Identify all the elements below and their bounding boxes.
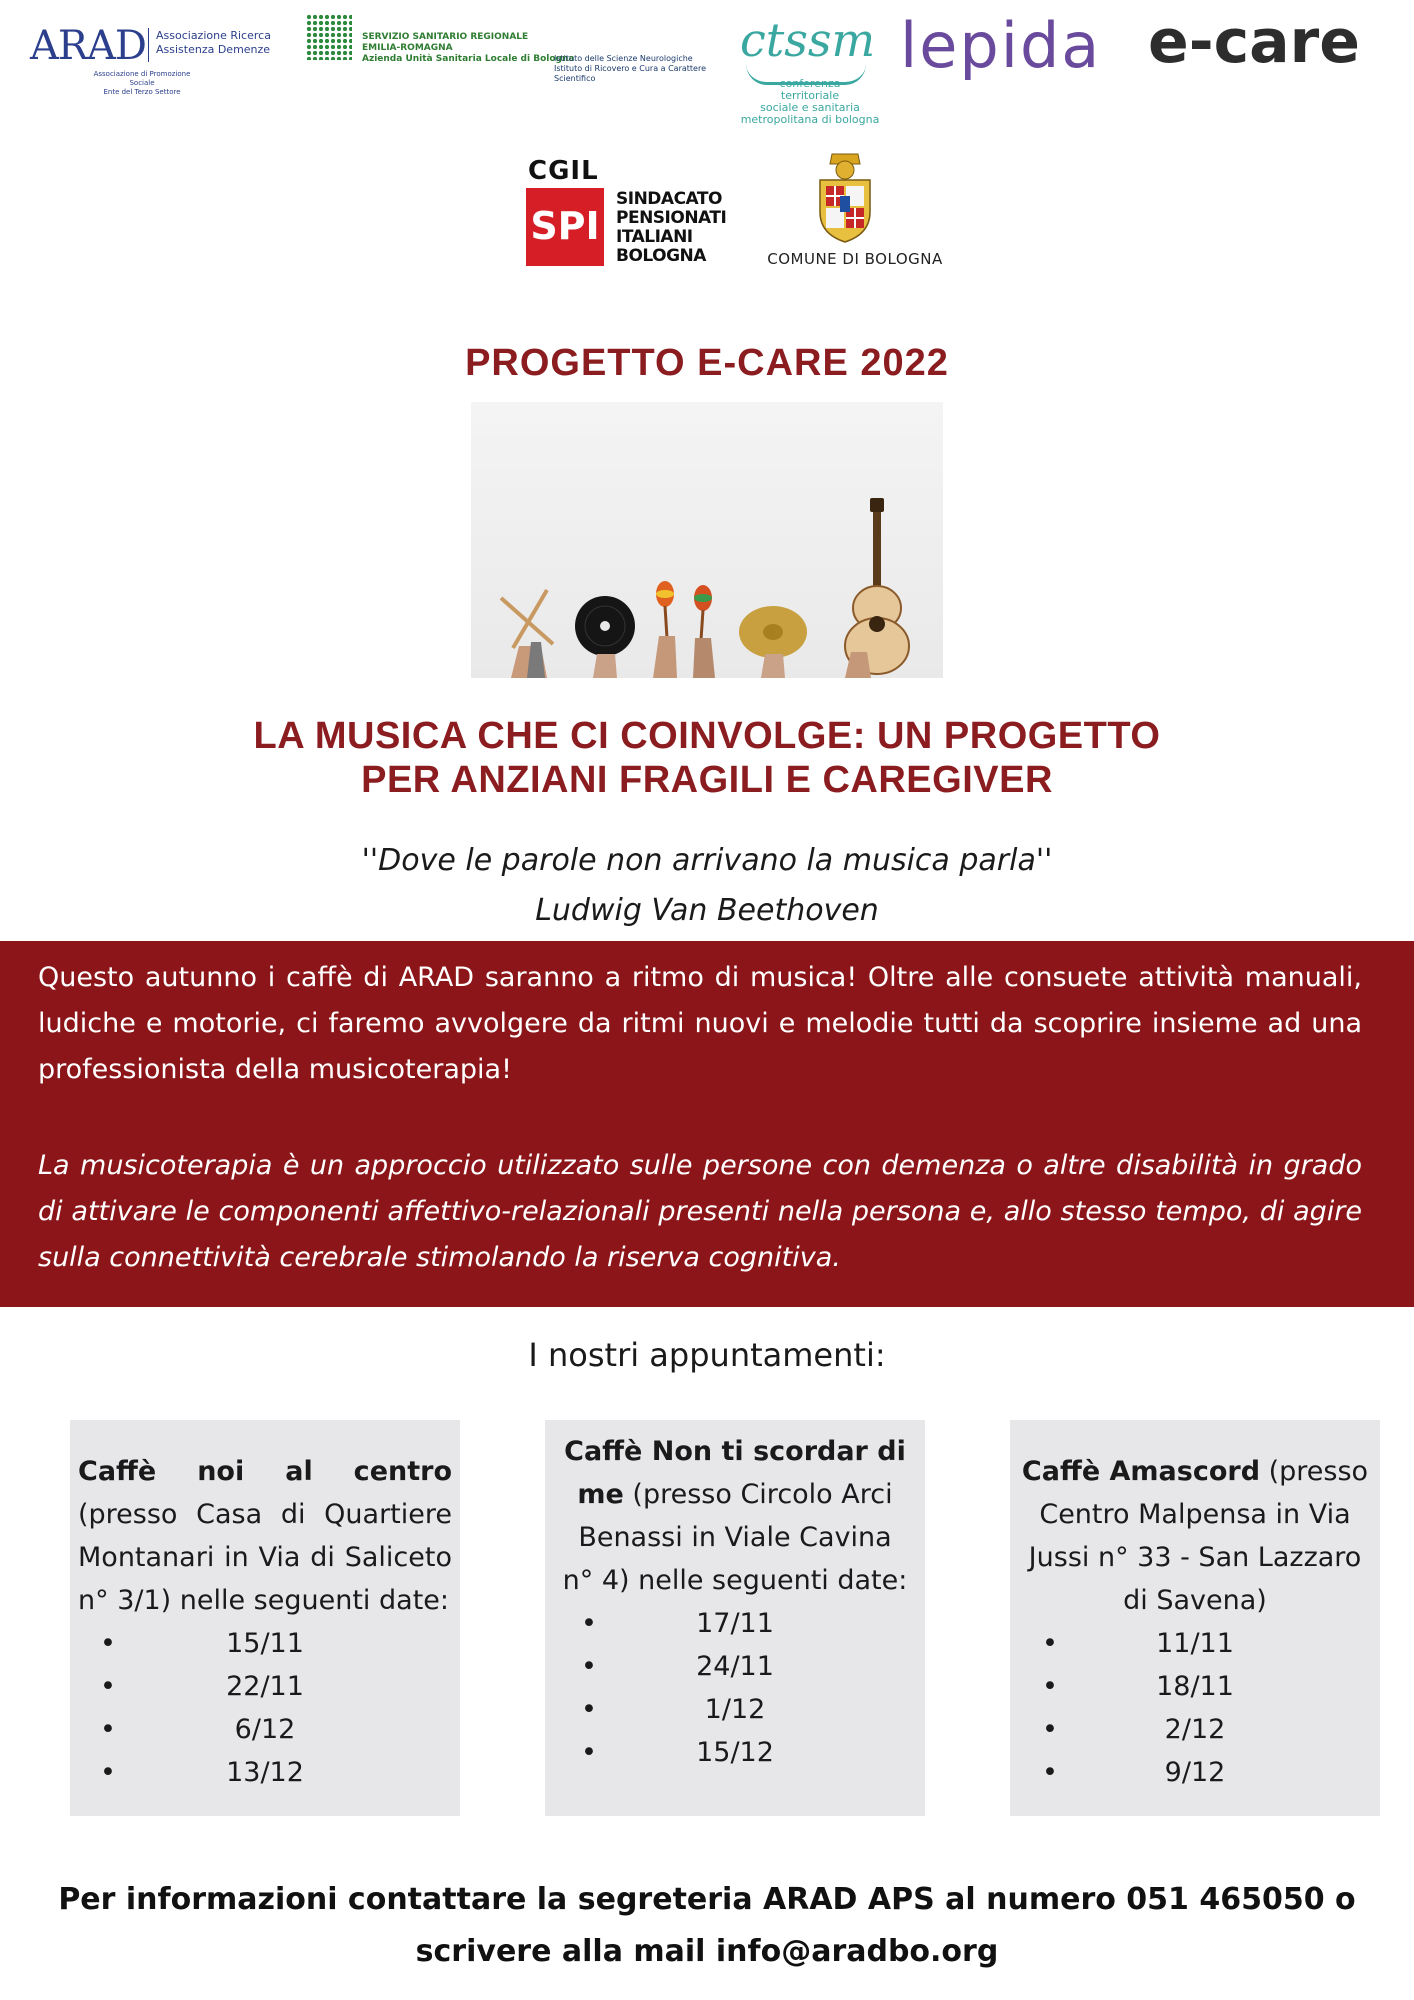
ssr-emilia-romagna-logo xyxy=(306,14,736,83)
main-title-line2: PER ANZIANI FRAGILI E CAREGIVER xyxy=(361,759,1053,801)
isn-logo-text xyxy=(554,54,736,84)
isn-line1: Istituto delle Scienze Neurologiche xyxy=(554,54,693,63)
cafe-details: (presso Centro Malpensa in Via Jussi n° 33 - San Lazzaro di Savena) xyxy=(1028,1456,1369,1616)
instruments-illustration xyxy=(471,402,943,678)
lepida-logo: lepida xyxy=(900,9,1102,82)
ecare-logo: e-care xyxy=(1148,7,1360,77)
list-item: • 11/11 xyxy=(1020,1622,1370,1665)
ssr-line1: SERVIZIO SANITARIO REGIONALE xyxy=(362,32,529,42)
spi-line4: BOLOGNA xyxy=(616,246,706,266)
description-band xyxy=(0,941,1414,1307)
cafe-card-noi-al-centro xyxy=(70,1420,460,1816)
ssr-line3: Azienda Unità Sanitaria Locale di Bologna xyxy=(362,54,575,64)
list-item: • 1/12 xyxy=(559,1688,911,1731)
cafe-card-non-ti-scordar-di-me xyxy=(545,1420,925,1816)
spi-logo-text xyxy=(616,190,726,266)
ctssm-logo-mark: ctssm xyxy=(740,13,876,67)
arad-logo-divider xyxy=(148,28,149,62)
arad-logo-subtitle xyxy=(82,70,202,97)
ssr-logo-text xyxy=(362,32,574,65)
ssr-dot-grid-icon xyxy=(306,14,352,60)
ctssm-line4: metropolitana di bologna xyxy=(740,113,880,126)
isn-line2: Istituto di Ricovero e Cura a Carattere Scientifico xyxy=(554,64,707,83)
bologna-logo-name: COMUNE DI BOLOGNA xyxy=(767,250,943,268)
cafe-card-description xyxy=(78,1450,452,1622)
cafe-dates-list xyxy=(78,1622,452,1794)
arad-name-line1: Associazione Ricerca xyxy=(156,29,271,42)
list-item: • 22/11 xyxy=(78,1665,452,1708)
arad-logo xyxy=(30,23,280,96)
spi-line3: ITALIANI xyxy=(616,227,693,247)
main-title xyxy=(100,714,1314,802)
spi-line2: PENSIONATI xyxy=(616,208,727,228)
description-paragraph-1: Questo autunno i caffè di ARAD saranno a ritmo di musica! Oltre alle consuete attività manuali, ludiche e motorie, ci faremo avvolgere da ritmi nuovi e melodie tutti da scoprire insieme ad una professionista della musicoterapia! xyxy=(38,962,1362,1085)
footer-line1: Per informazioni contattare la segreteria ARAD APS al numero 051 465050 o xyxy=(58,1882,1356,1917)
cafe-name: Caffè Non ti scordar di me xyxy=(564,1436,906,1510)
appointments-heading: I nostri appuntamenti: xyxy=(528,1336,886,1374)
cafe-details: (presso Casa di Quartiere Montanari in Via di Saliceto n° 3/1) nelle seguenti date: xyxy=(78,1499,452,1616)
description-paragraph-2: La musicoterapia è un approccio utilizzato sulle persone con demenza o altre disabilità in grado di attivare le componenti affettivo-relazionali presenti nella persona e, allo stesso tempo, di agire sulla connettività cerebrale stimolando la riserva cognitiva. xyxy=(38,1150,1362,1273)
ctssm-logo xyxy=(740,12,900,132)
bologna-crest-icon xyxy=(810,150,880,246)
footer-line2: scrivere alla mail info@aradbo.org xyxy=(415,1934,999,1969)
spi-red-box xyxy=(526,188,604,266)
cafe-card-amascord xyxy=(1010,1420,1380,1816)
quote-author: Ludwig Van Beethoven xyxy=(535,893,879,928)
cafe-card-description xyxy=(1020,1450,1370,1622)
list-item: • 24/11 xyxy=(559,1645,911,1688)
contact-footer xyxy=(20,1874,1394,1978)
ctssm-line2: territoriale xyxy=(780,89,840,102)
description-text xyxy=(38,955,1362,1331)
cafe-card-description xyxy=(559,1430,911,1602)
main-title-line1: LA MUSICA CHE CI COINVOLGE: UN PROGETTO xyxy=(253,715,1161,757)
quote-text-line: ''Dove le parole non arrivano la musica parla'' xyxy=(361,843,1053,878)
arad-logo-name xyxy=(156,29,271,57)
ctssm-logo-text xyxy=(740,78,880,126)
list-item: • 17/11 xyxy=(559,1602,911,1645)
arad-name-line2: Assistenza Demenze xyxy=(156,43,271,56)
list-item: • 18/11 xyxy=(1020,1665,1370,1708)
quote-text: Dove le parole non arrivano la musica parla xyxy=(378,843,1036,878)
cgil-spi-logo xyxy=(526,156,736,272)
cafe-dates-list xyxy=(559,1602,911,1774)
spi-line1: SINDACATO xyxy=(616,189,722,209)
ctssm-line3: sociale e sanitaria xyxy=(760,101,860,114)
ctssm-line1: conferenza xyxy=(779,77,841,90)
cafe-dates-list xyxy=(1020,1622,1370,1794)
comune-di-bologna-logo xyxy=(760,150,960,276)
list-item: • 9/12 xyxy=(1020,1751,1370,1794)
hero-image-instruments xyxy=(471,402,943,678)
list-item: • 13/12 xyxy=(78,1751,452,1794)
cgil-logo-word: CGIL xyxy=(528,156,599,186)
arad-sub-line1: Associazione di Promozione Sociale xyxy=(93,70,191,87)
list-item: • 2/12 xyxy=(1020,1708,1370,1751)
cafe-details: (presso Circolo Arci Benassi in Viale Cavina n° 4) nelle seguenti date: xyxy=(562,1479,908,1596)
spi-logo-word: SPI xyxy=(530,204,600,248)
arad-sub-line2: Ente del Terzo Settore xyxy=(103,88,181,96)
list-item: • 15/11 xyxy=(78,1622,452,1665)
project-title: PROGETTO E-CARE 2022 xyxy=(465,342,949,384)
arad-logo-mark: ARAD xyxy=(30,23,146,69)
cafe-name: Caffè Amascord xyxy=(1021,1456,1261,1487)
list-item: • 15/12 xyxy=(559,1731,911,1774)
list-item: • 6/12 xyxy=(78,1708,452,1751)
cafe-name: Caffè noi al centro xyxy=(78,1456,452,1487)
ssr-line2: EMILIA-ROMAGNA xyxy=(362,43,453,53)
quote-block xyxy=(0,836,1414,936)
